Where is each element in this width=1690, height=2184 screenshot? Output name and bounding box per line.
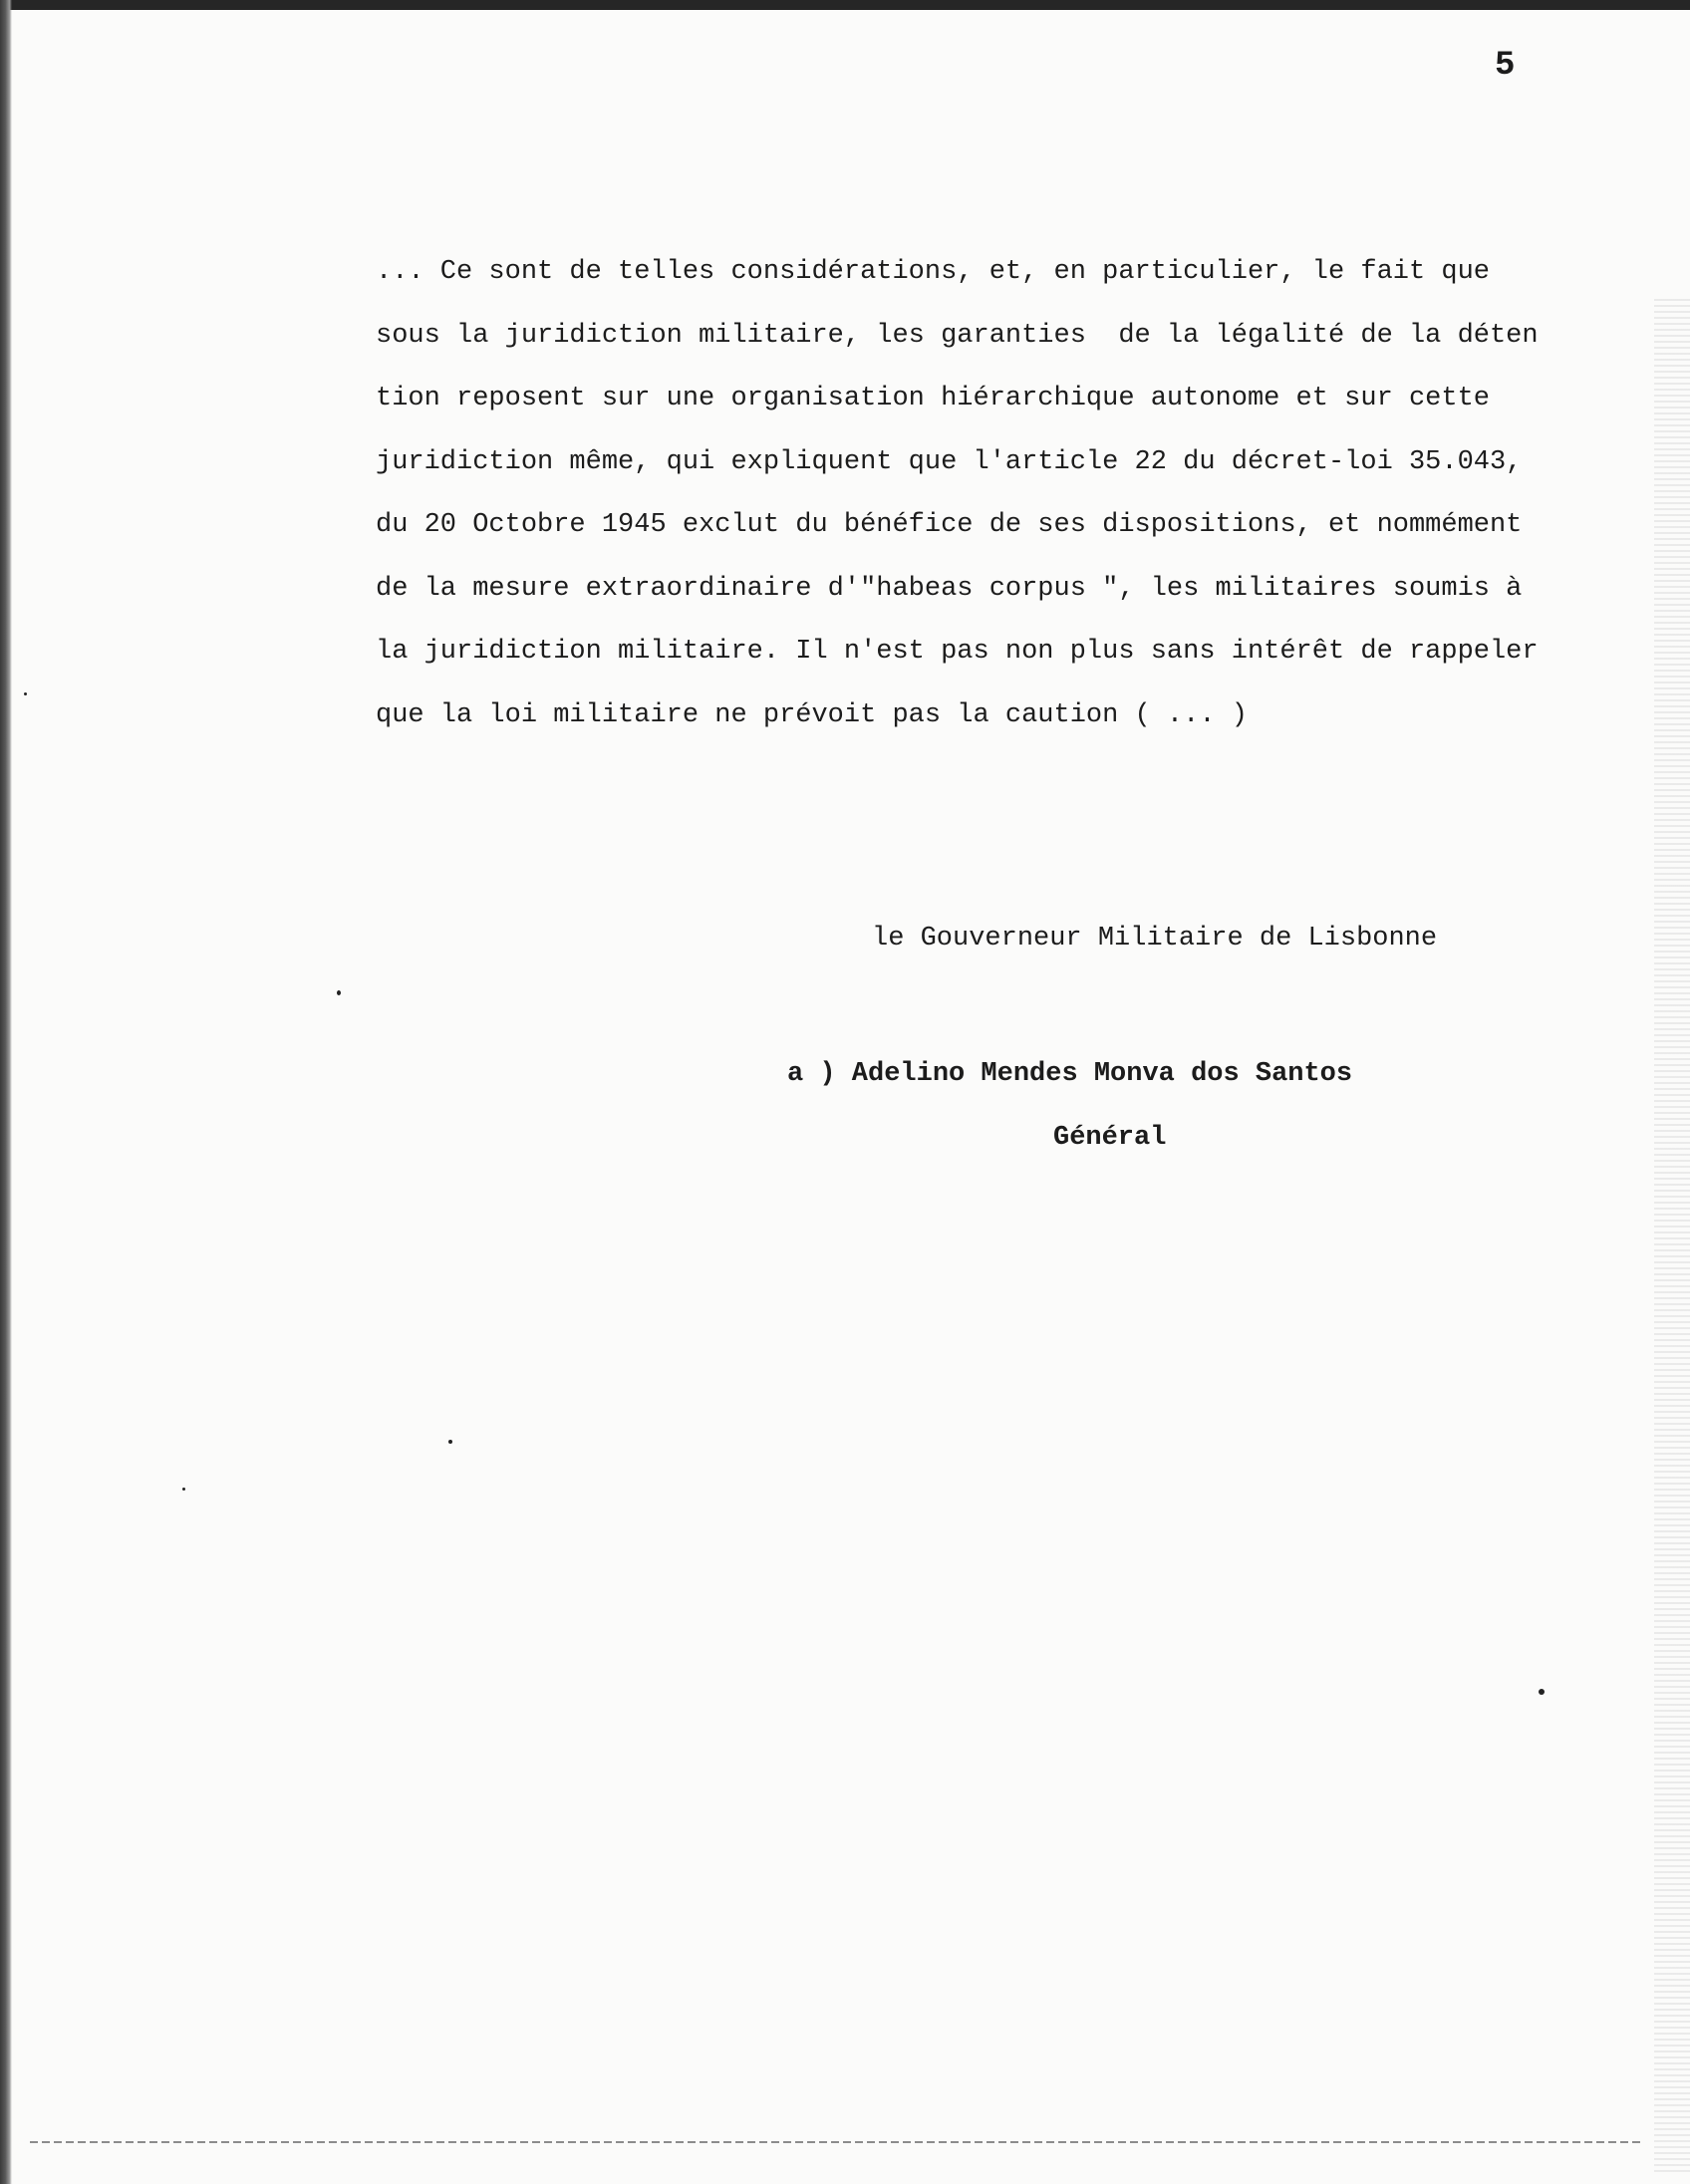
body-line: juridiction même, qui expliquent que l'article 22 du décret-loi 35.043, (376, 446, 1523, 477)
scan-edge-top (0, 0, 1690, 10)
scan-speck (448, 1440, 452, 1444)
body-line: de la mesure extraordinaire d'"habeas corpus ", les militaires soumis à (376, 573, 1523, 604)
body-paragraph (376, 241, 1641, 747)
page-number: 5 (1495, 47, 1516, 85)
scan-speck (1539, 1689, 1545, 1695)
body-line: tion reposent sur une organisation hiérarchique autonome et sur cette (376, 384, 1490, 413)
scan-speck (337, 990, 341, 995)
scan-edge-bottom (30, 2141, 1644, 2143)
signature-name: a ) Adelino Mendes Monva dos Santos (787, 1059, 1353, 1089)
signature-rank: Général (1053, 1123, 1167, 1153)
scan-speck (24, 692, 27, 695)
body-line: sous la juridiction militaire, les garanties de la légalité de la déten (376, 320, 1539, 351)
scan-edge-right (1654, 299, 1690, 2172)
body-line: la juridiction militaire. Il n'est pas non plus sans intérêt de rappeler (376, 637, 1539, 667)
body-line: que la loi militaire ne prévoit pas la caution ( ... ) (376, 699, 1248, 730)
signature-title: le Gouverneur Militaire de Lisbonne (872, 924, 1438, 954)
scan-speck (182, 1488, 185, 1491)
scan-edge-left (0, 0, 12, 2184)
body-line: du 20 Octobre 1945 exclut du bénéfice de ses dispositions, et nommément (376, 510, 1523, 540)
body-line: ... Ce sont de telles considérations, et, en particulier, le fait que (376, 257, 1490, 287)
